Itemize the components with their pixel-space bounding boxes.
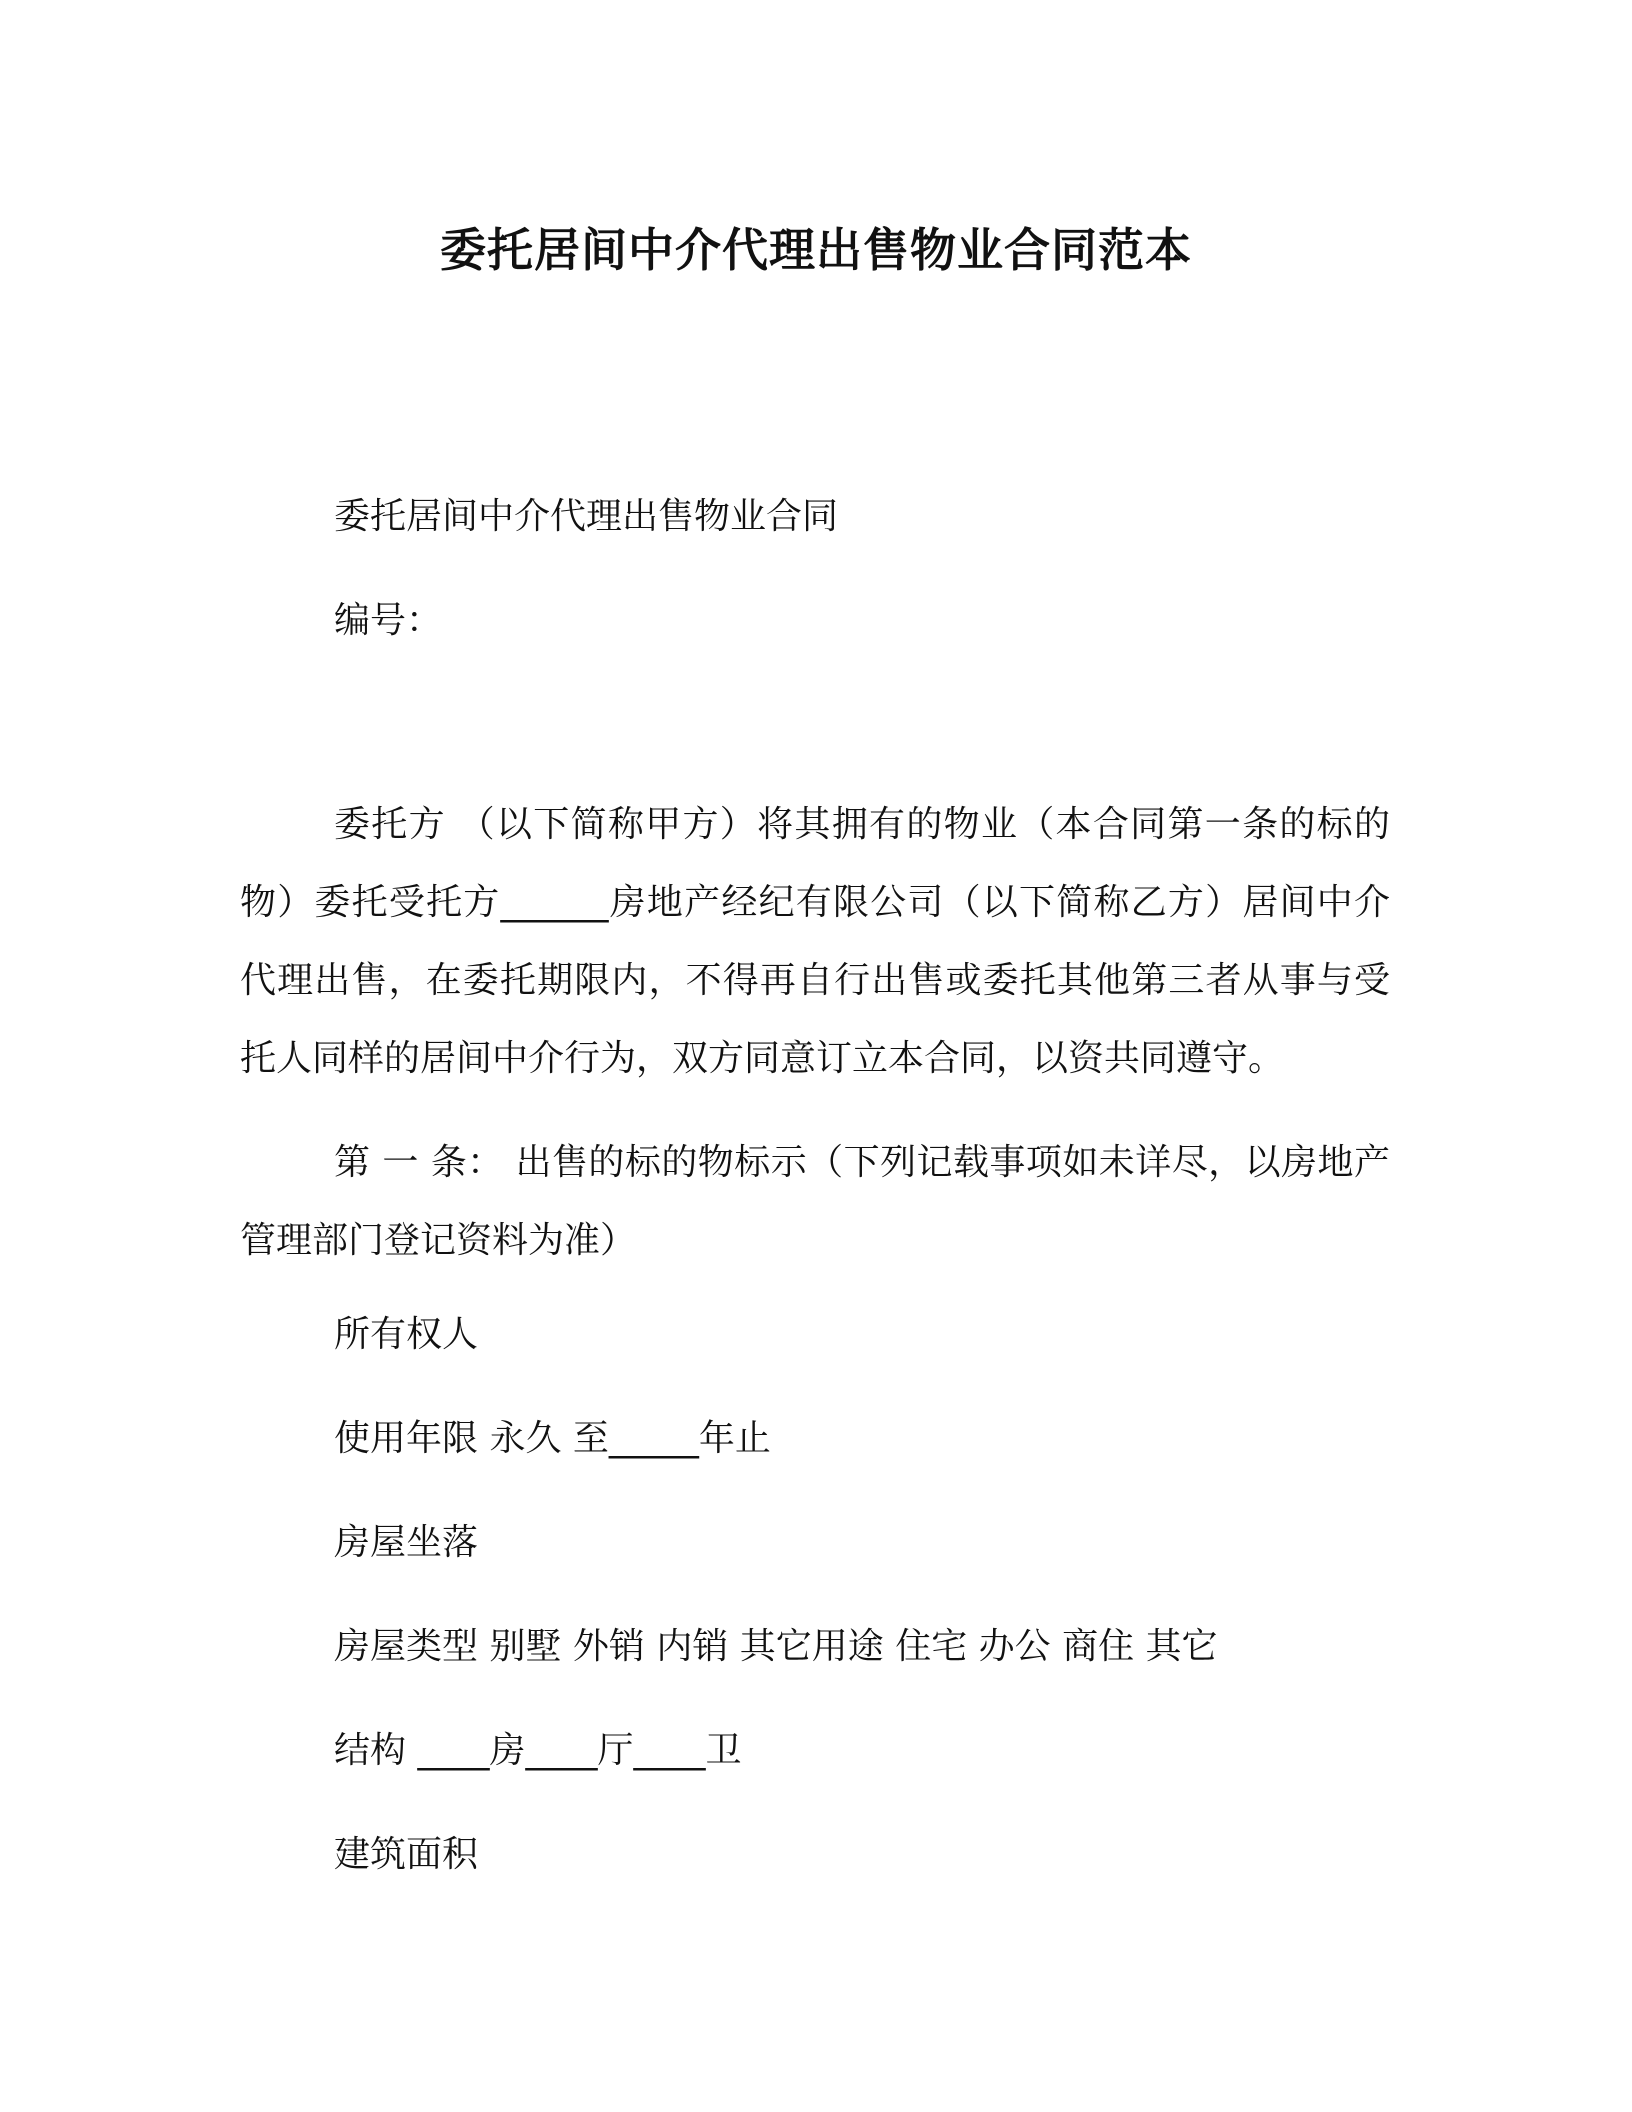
article-1-paragraph: 第 一 条： 出售的标的物标示（下列记载事项如未详尽，以房地产管理部门登记资料为准） [240, 1142, 1390, 1261]
field-owner: 所有权人 [334, 1314, 479, 1355]
field-term: 使用年限 永久 至_____年止 [334, 1418, 771, 1459]
field-structure: 结构 ____房____厅____卫 [334, 1730, 742, 1771]
field-location: 房屋坐落 [334, 1522, 479, 1563]
intro-paragraph: 委托方 （以下简称甲方）将其拥有的物业（本合同第一条的标的物）委托受托方______房地产经纪有限公司（以下简称乙方）居间中介代理出售，在委托期限内，不得再自行出售或委托其他第三者从事与受托人同样的居间中介行为，双方同意订立本合同，以资共同遵守。 [240, 804, 1390, 1079]
number-label: 编号： [334, 600, 443, 641]
contract-subtitle: 委托居间中介代理出售物业合同 [334, 496, 839, 537]
field-area: 建筑面积 [334, 1834, 479, 1875]
document-title: 委托居间中介代理出售物业合同范本 [440, 223, 1192, 277]
field-type: 房屋类型 别墅 外销 内销 其它用途 住宅 办公 商住 其它 [334, 1626, 1218, 1667]
